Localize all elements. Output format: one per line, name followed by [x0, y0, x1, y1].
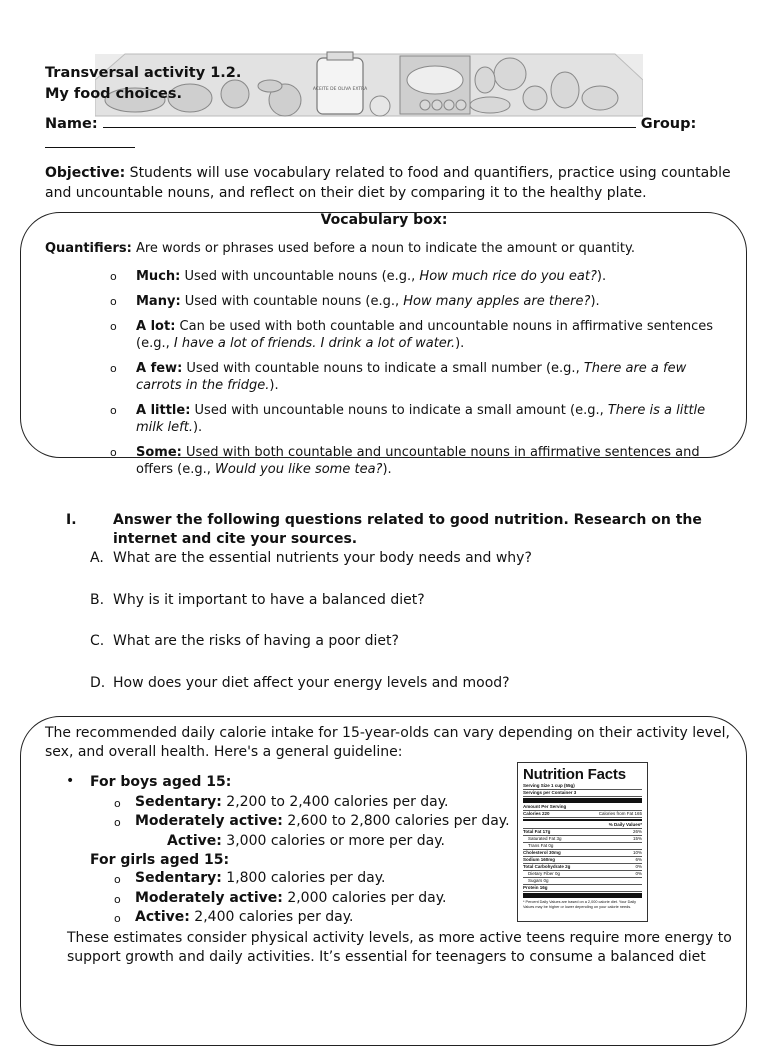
level-label: Active:: [135, 909, 190, 925]
boys-sedentary: [135, 793, 449, 812]
level-value: 2,000 calories per day.: [282, 890, 447, 906]
nf-text: Sugars 0g: [528, 878, 549, 883]
question-text: What are the risks of having a poor diet?: [113, 633, 399, 649]
question-c: [90, 633, 399, 649]
level-label: Active:: [167, 833, 222, 849]
table-row: [523, 836, 642, 843]
table-row: [523, 885, 642, 892]
quantifier-example: How much rice do you eat?: [419, 269, 597, 284]
quantifier-example: Would you like some tea?: [215, 462, 383, 477]
group-label: Group:: [640, 116, 697, 132]
quantifiers-label: Quantifiers:: [45, 241, 132, 256]
table-row: [523, 829, 642, 836]
quantifier-desc: Used with uncountable nouns (e.g.,: [180, 269, 420, 284]
circle-bullet-icon: o: [114, 873, 121, 886]
circle-bullet-icon: o: [114, 912, 121, 925]
nf-footnote: * Percent Daily Values are based on a 2,000 calorie diet. Your Daily Values may be higher or lower depending on your calorie needs.: [523, 900, 637, 909]
question-text: How does your diet affect your energy levels and mood?: [113, 675, 510, 691]
quantifiers-text: Are words or phrases used before a noun to indicate the amount or quantity.: [131, 241, 635, 256]
nf-text: 26%: [632, 829, 642, 834]
nf-amount: [523, 804, 642, 811]
nf-text: % Daily Values*: [608, 822, 642, 827]
table-row: [523, 864, 642, 871]
level-label: Moderately active:: [135, 890, 283, 906]
nf-text: 6%: [635, 857, 642, 862]
nf-text: Sodium 160mg: [523, 857, 556, 862]
list-item: [110, 268, 722, 285]
question-letter: B.: [90, 592, 105, 608]
table-row: [523, 878, 642, 885]
quantifier-term: A lot:: [136, 319, 176, 334]
boys-heading: For boys aged 15:: [90, 774, 232, 790]
nutrition-facts-title: Nutrition Facts: [523, 766, 626, 783]
list-item: [110, 402, 722, 436]
level-value: 3,000 calories or more per day.: [221, 833, 445, 849]
quantifier-term: Some:: [136, 445, 182, 460]
table-row: [523, 857, 642, 864]
list-item: [110, 360, 722, 394]
boys-active: [167, 832, 445, 851]
vocabulary-box-title: Vocabulary box:: [320, 212, 448, 228]
level-value: 2,200 to 2,400 calories per day.: [221, 794, 449, 810]
activity-title: [45, 63, 241, 105]
circle-bullet-icon: o: [114, 797, 121, 810]
question-letter: D.: [90, 675, 106, 691]
section-numeral: I.: [66, 512, 77, 528]
level-label: Moderately active:: [135, 813, 283, 829]
girls-sedentary: [135, 869, 385, 888]
title-line-1: Transversal activity 1.2.: [45, 65, 242, 81]
nutrition-facts-label: [517, 762, 648, 922]
boys-moderate: [135, 812, 510, 831]
quantifier-end: ).: [269, 378, 279, 393]
quantifier-example: I have a lot of friends. I drink a lot of water.: [173, 336, 456, 351]
circle-bullet-icon: o: [114, 893, 121, 906]
girls-active: [135, 908, 353, 927]
nf-dv-header: [523, 822, 642, 829]
nf-text: Calories 220: [523, 811, 550, 816]
question-b: [90, 592, 425, 608]
quantifier-term: Many:: [136, 294, 181, 309]
girls-moderate: [135, 889, 447, 908]
quantifiers-definition: [45, 241, 735, 256]
level-value: 2,400 calories per day.: [189, 909, 354, 925]
list-item: [110, 293, 722, 310]
nf-text: 0%: [635, 871, 642, 876]
nf-text: Amount Per Serving: [523, 804, 567, 809]
nf-text: Trans Fat 0g: [528, 843, 554, 848]
nf-text: Serving Size 1 cup (55g): [523, 783, 575, 788]
bullet-icon: •: [66, 773, 75, 789]
nf-text: Cholesterol 30mg: [523, 850, 561, 855]
quantifier-end: ).: [455, 336, 465, 351]
question-a: [90, 550, 532, 566]
nf-text: 10%: [632, 850, 642, 855]
list-item: [110, 444, 722, 478]
nf-text: Total Carbohydrate 2g: [523, 864, 571, 869]
nf-servings: [523, 790, 642, 797]
nf-text: Servings per Container 3: [523, 790, 577, 795]
question-letter: A.: [90, 550, 104, 566]
objective-text: Students will use vocabulary related to food and quantifiers, practice using countable and uncountable nouns, and reflect on their diet by comparing it to the healthy plate.: [45, 165, 731, 201]
nf-text: Saturated Fat 3g: [528, 836, 562, 841]
question-text: Why is it important to have a balanced diet?: [113, 592, 425, 608]
quantifier-desc: Used with both countable and uncountable nouns in affirmative sentences and offers (e.g.,: [136, 445, 700, 477]
table-row: [523, 850, 642, 857]
table-row: [523, 843, 642, 850]
list-item: [110, 318, 722, 352]
objective-label: Objective:: [45, 165, 126, 181]
quantifier-example: How many apples are there?: [403, 294, 591, 309]
title-line-2: My food choices.: [45, 86, 183, 102]
calorie-closing-text: These estimates consider physical activity levels, as more active teens require more energy to support growth and daily activities. It’s essential for teenagers to consume a balanced diet: [67, 930, 732, 965]
table-row: [523, 871, 642, 878]
nf-serving-size: [523, 783, 642, 790]
quantifier-desc: Used with countable nouns (e.g.,: [180, 294, 404, 309]
nf-divider: [523, 798, 642, 803]
quantifier-desc: Can be used with both countable and uncountable nouns in affirmative sentences (e.g.,: [136, 319, 714, 351]
name-blank[interactable]: [103, 126, 636, 128]
quantifier-desc: Used with countable nouns to indicate a small number (e.g.,: [182, 361, 584, 376]
nf-text: 0%: [635, 864, 642, 869]
quantifier-example: There is a little milk left.: [136, 403, 706, 435]
nf-divider: [523, 893, 642, 898]
calorie-intro: The recommended daily calorie intake for 15-year-olds can vary depending on their activity level, sex, and overall health. Here's a general guideline:: [45, 725, 730, 760]
name-label: Name:: [45, 116, 98, 132]
question-d: [90, 675, 510, 691]
quantifier-end: ).: [382, 462, 392, 477]
nf-text: Protein 16g: [523, 885, 548, 890]
nf-text: Calories from Fat 165: [598, 811, 642, 816]
nf-text: Total Fat 17g: [523, 829, 551, 834]
quantifier-term: A few:: [136, 361, 183, 376]
quantifier-term: Much:: [136, 269, 181, 284]
quantifier-term: A little:: [136, 403, 191, 418]
quantifier-end: ).: [596, 269, 607, 284]
nf-divider: [523, 819, 642, 821]
jar-label-text: ACEITE DE OLIVA EXTRA: [312, 87, 368, 92]
level-value: 1,800 calories per day.: [221, 870, 386, 886]
objective-paragraph: [45, 163, 735, 203]
quantifier-desc: Used with uncountable nouns to indicate a small amount (e.g.,: [190, 403, 608, 418]
quantifier-end: ).: [590, 294, 600, 309]
quantifier-list: [110, 268, 722, 486]
section-heading-text: Answer the following questions related to good nutrition. Research on the internet and cite your sources.: [113, 512, 702, 547]
name-group-line: [45, 114, 745, 154]
quantifier-end: ).: [192, 420, 203, 435]
question-letter: C.: [90, 633, 105, 649]
girls-heading: For girls aged 15:: [90, 852, 230, 868]
nf-calories: [523, 811, 642, 818]
level-label: Sedentary:: [135, 794, 222, 810]
circle-bullet-icon: o: [114, 816, 121, 829]
quantifier-example: There are a few carrots in the fridge.: [136, 361, 687, 393]
group-blank[interactable]: [45, 146, 135, 148]
nf-text: Dietary Fiber 0g: [528, 871, 561, 876]
nf-text: 15%: [632, 836, 642, 841]
level-value: 2,600 to 2,800 calories per day.: [282, 813, 510, 829]
question-text: What are the essential nutrients your body needs and why?: [113, 550, 532, 566]
level-label: Sedentary:: [135, 870, 222, 886]
